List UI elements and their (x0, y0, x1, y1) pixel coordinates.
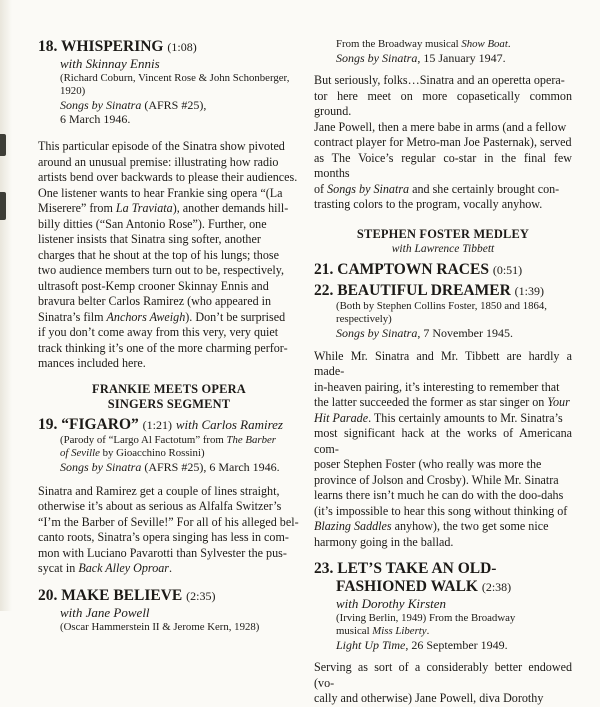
track-duration: (2:38) (481, 580, 512, 594)
track-title-line (314, 560, 572, 578)
track-date: 6 March 1946. (60, 112, 131, 126)
track-23 (314, 560, 572, 652)
track-title-line (38, 38, 300, 56)
section-subheading: with Lawrence Tibbett (391, 242, 495, 255)
track-title-line (38, 416, 300, 434)
paragraph-make-believe: But seriously, folks…Sinatra and an operetta opera- tor here meet on more copasetically common ground. Jane Powell, then a mere babe in arms (and a fellow contract player for Metro-man Joe Pasternak), served as The Voice’s regular co-star in the final few months of Songs by Sinatra and she certainly brought con- trasting colors to the program, vocally anyhow. (314, 73, 572, 211)
track-number: 19. (38, 415, 58, 433)
binding-edge (0, 0, 12, 611)
track-source: Light Up Time, 26 September 1949. (336, 638, 508, 652)
track-title-line (314, 261, 572, 279)
right-column (314, 0, 572, 707)
track-credit: (Irving Berlin, 1949) From the Broadway musical Miss Liberty. (336, 612, 516, 637)
track-source: Songs by Sinatra (AFRS #25), 6 March 1946. (60, 459, 280, 474)
track-source: Songs by Sinatra (AFRS #25), (60, 98, 207, 112)
track-with: with Dorothy Kirsten (336, 596, 447, 611)
track-title: LET’S TAKE AN OLD- (337, 560, 497, 577)
track-duration: (1:39) (514, 283, 544, 298)
track-number: 22. (314, 281, 334, 299)
section-heading-line2: SINGERS SEGMENT (107, 396, 231, 411)
section-heading: FRANKIE MEETS OPERA (92, 381, 246, 396)
track-credit: (Both by Stephen Collins Foster, 1850 and 1864, respectively) (336, 299, 548, 325)
binder-clip-top (0, 134, 6, 156)
track-title: WHISPERING (60, 38, 164, 55)
track-title-line2 (314, 578, 572, 596)
track-credit: (Parody of “Largo Al Factotum” from The Barber of Seville by Gioacchino Rossini) (60, 433, 276, 459)
paragraph-figaro: Sinatra and Ramirez get a couple of lines straight, otherwise it’s about as serious as Alfalfa Switzer’s “I’m the Barber of Seville!” For all of his alleged bel- canto roots, Sinatra’s opera singing has less in com- mon with Luciano Pavarotti than Sylvester the pus- sycat in Back Alley Oproar. (38, 483, 299, 575)
track-title: MAKE BELIEVE (61, 586, 183, 604)
track-duration: (2:35) (186, 588, 216, 603)
track-title: “FIGARO” (61, 415, 139, 433)
track-duration: (1:21) (142, 417, 172, 432)
track-20 (38, 587, 300, 634)
track-22 (314, 282, 572, 340)
left-column (38, 0, 300, 634)
track-credit: (Richard Coburn, Vincent Rose & John Schonberger, 1920) (60, 72, 290, 97)
track-18 (38, 38, 300, 126)
track-duration: (1:08) (167, 40, 197, 54)
paragraph-old-fashioned-walk: Serving as sort of a considerably better endowed (vo- cally and otherwise) Jane Powell, diva Dorothy (314, 660, 572, 705)
paragraph-whispering: This particular episode of the Sinatra show pivoted around an unusual premise: illustrating how radio artists bend over backwards to please their audiences. One listener wants to hear Frankie sing opera “(La Miserere” from La Traviata), another demands hill- billy ditties (“San Antonio Rose”). Further, one listener insists that Sinatra sing softer, another charges that he shout at the top of his lungs; those two audience members turn out to be, respectively, ultrasoft post-Kemp crooner Skinnay Ennis and bravura belter Carlos Ramirez (who appeared in Sinatra’s film Anchors Aweigh). Don’t be surprised if you don’t come away from this very, very quiet track thinking it’s one of the more charming perfor- mances included here. (38, 139, 298, 370)
track-title: BEAUTIFUL DREAMER (337, 281, 511, 299)
track-source: Songs by Sinatra, 15 January 1947. (336, 51, 506, 65)
track-19 (38, 416, 300, 474)
track-title: CAMPTOWN RACES (337, 260, 489, 278)
track-source: Songs by Sinatra, 7 November 1945. (336, 325, 513, 340)
track-number: 20. (38, 586, 58, 604)
track-duration: (0:51) (492, 262, 523, 277)
track-title-line (314, 282, 572, 300)
section-heading: STEPHEN FOSTER MEDLEY (356, 226, 530, 241)
binder-clip-bottom (0, 192, 6, 220)
track-credit: (Oscar Hammerstein II & Jerome Kern, 1928) (60, 620, 260, 633)
track-title-line (38, 587, 300, 605)
track-number: 23. (314, 560, 334, 577)
track-credit: From the Broadway musical Show Boat. (336, 38, 511, 50)
track-number: 18. (38, 38, 58, 55)
track-21 (314, 261, 572, 279)
track-with: with Jane Powell (60, 604, 150, 620)
paragraph-foster: While Mr. Sinatra and Mr. Tibbett are hardly a made- in-heaven pairing, it’s interesting to remember that the latter succeeded the former as star singer on Your Hit Parade. This certainly amounts to Mr. Sinatra’s most significant hack at the works of Americana com- poser Stephen Foster (who really was more the province of Jolson and Crosby). While Mr. Sinatra learns there isn’t much he can do with the doo-dahs (it’s impossible to hear this song without thinking of Blazing Saddles anyhow), the two get some nice harmony going in the ballad. (314, 348, 572, 549)
track-with: with Carlos Ramirez (175, 416, 283, 432)
track-number: 21. (314, 260, 334, 278)
track-title-cont: FASHIONED WALK (336, 578, 478, 595)
track-with: with Skinnay Ennis (60, 56, 160, 71)
